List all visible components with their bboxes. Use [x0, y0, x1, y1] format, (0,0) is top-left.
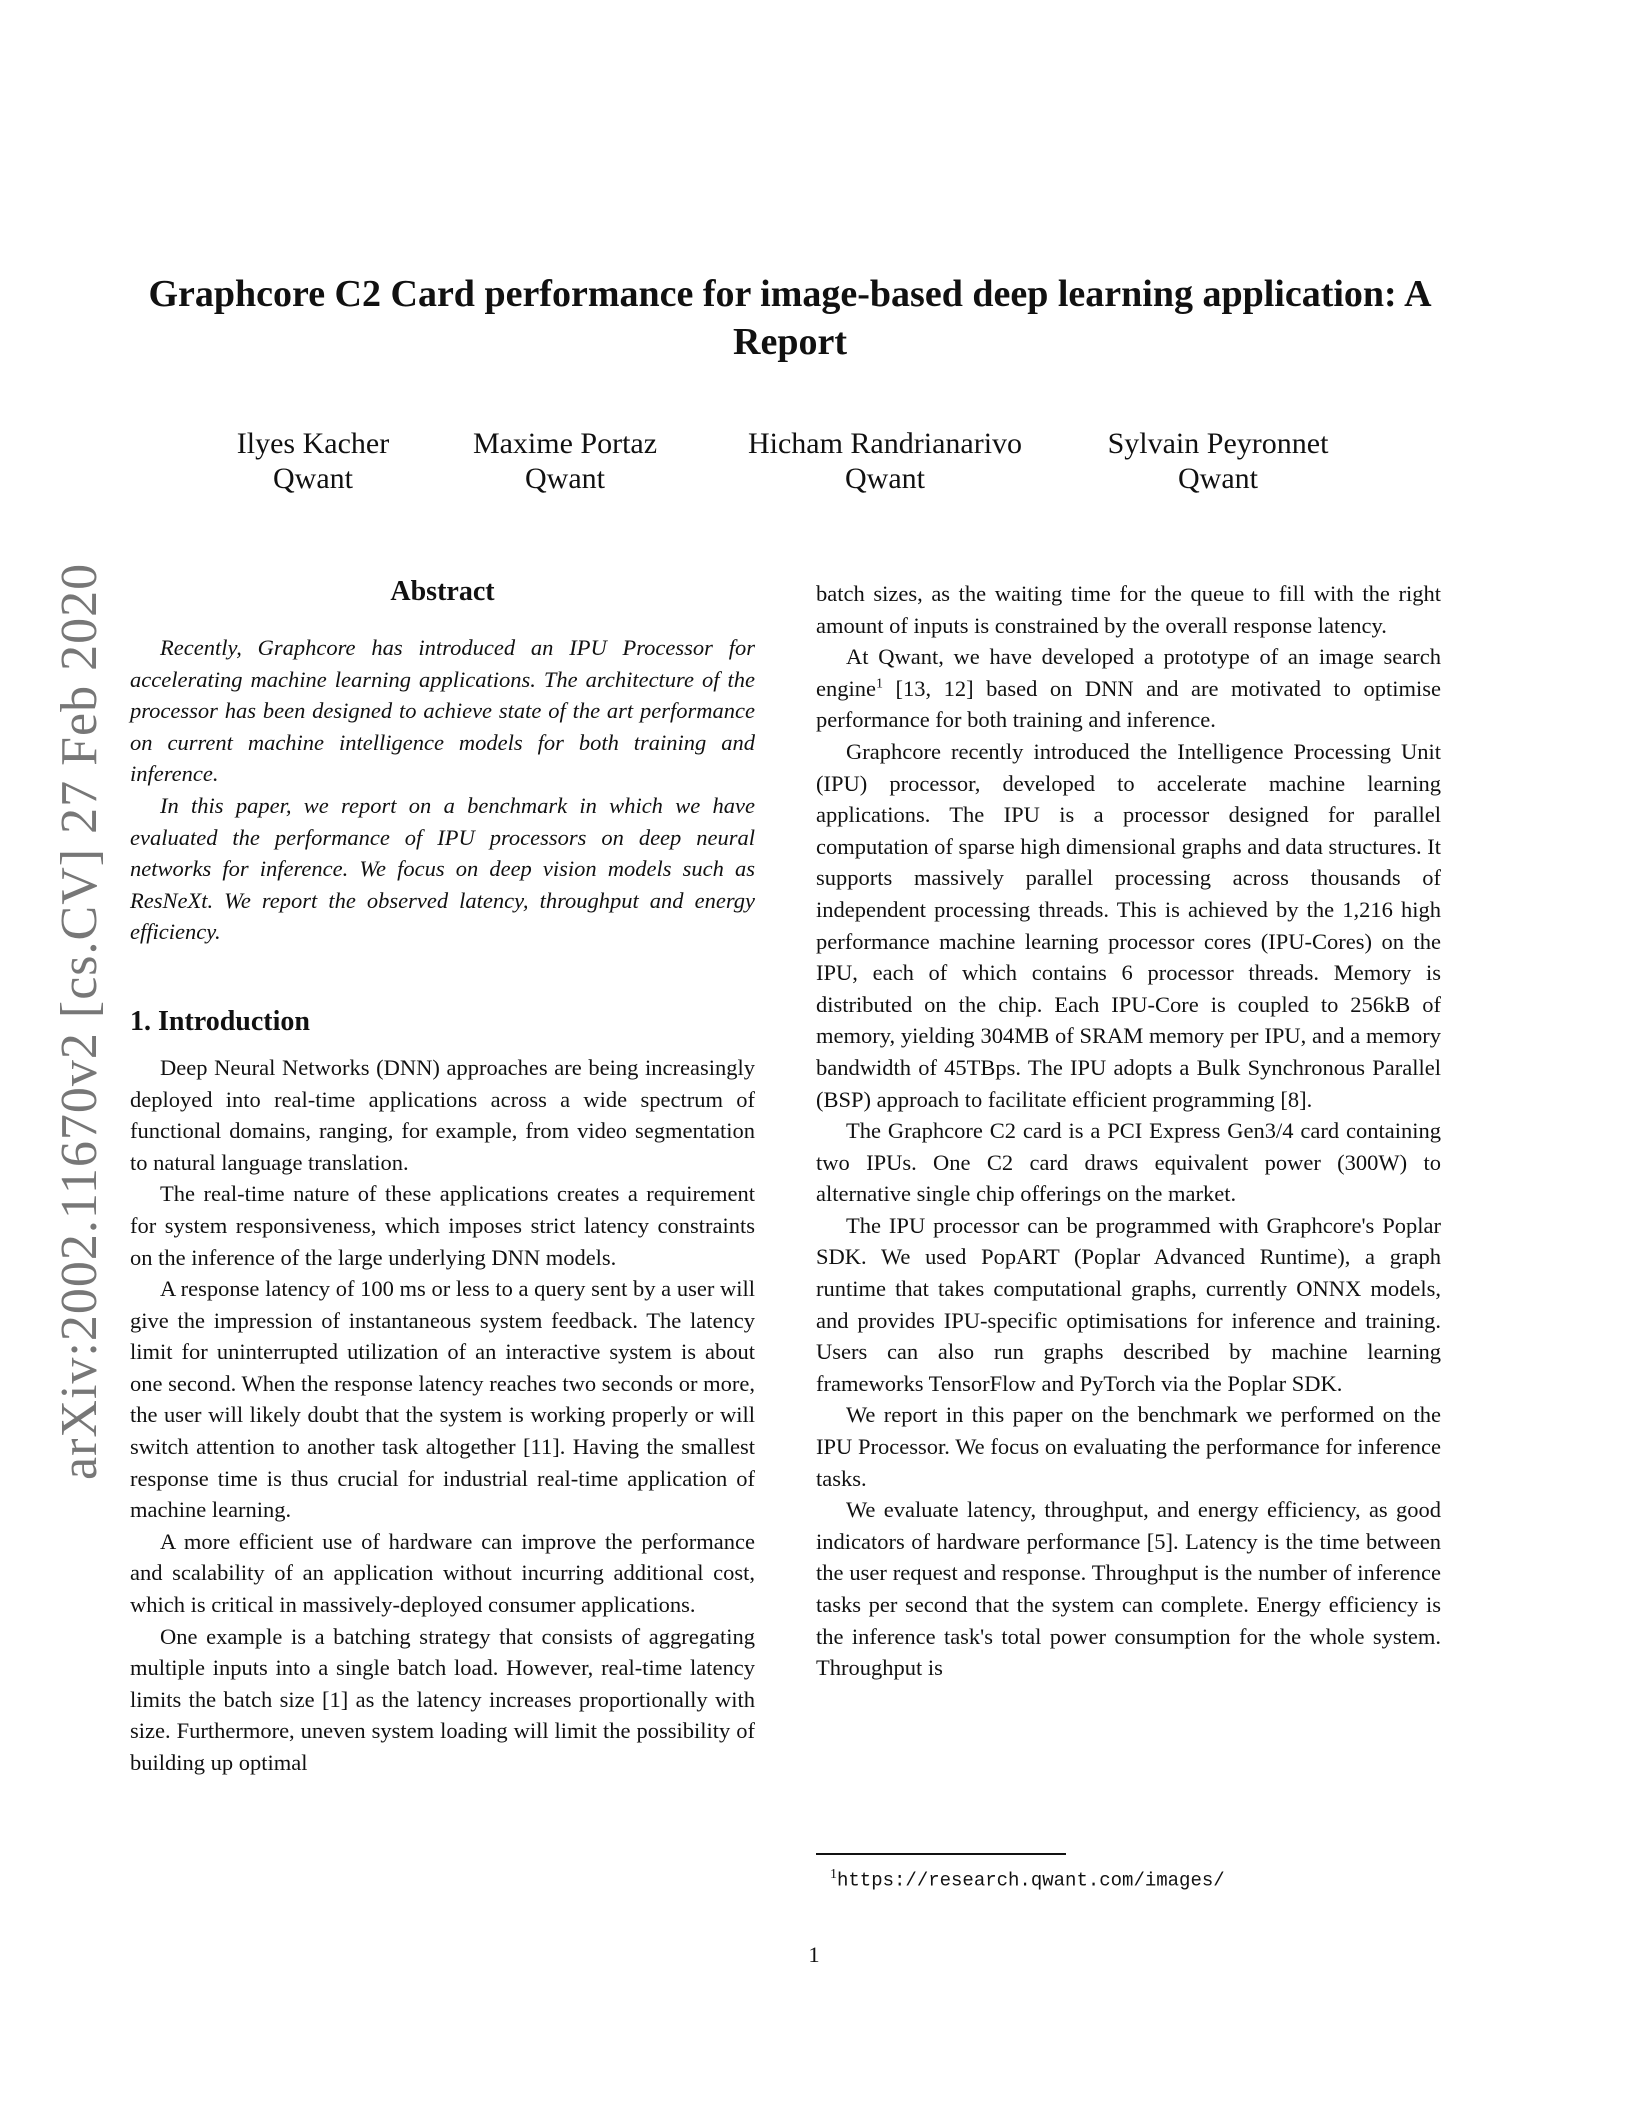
arxiv-identifier-stamp: arXiv:2002.11670v2 [cs.CV] 27 Feb 2020	[51, 562, 108, 1480]
body-paragraph: We report in this paper on the benchmark we performed on the IPU Processor. We focus on evaluating the performance for inference tasks.	[816, 1402, 1441, 1491]
section-heading-introduction: 1. Introduction	[130, 1005, 310, 1037]
author-affiliation: Qwant	[273, 462, 353, 495]
body-paragraph: The real-time nature of these applications creates a requirement for system responsiveness, which imposes strict latency constraints on the inference of the large underlying DNN models.	[130, 1181, 755, 1270]
footnote-marker: 1	[875, 676, 883, 692]
body-paragraph: Graphcore recently introduced the Intelligence Processing Unit (IPU) processor, developed to accelerate machine learning applications. The IPU is a processor designed for parallel computation of sparse high dimensional graphs and data structures. It supports massively parallel processing across thousands of independent processing threads. This is achieved by the 1,216 high performance machine learning processor cores (IPU-Cores) on the IPU, each of which contains 6 processor threads. Memory is distributed on the chip. Each IPU-Core is coupled to 256kB of memory, yielding 304MB of SRAM memory per IPU, and a memory bandwidth of 45TBps. The IPU adopts a Bulk Synchronous Parallel (BSP) approach to facilitate efficient programming [8].	[816, 738, 1441, 1112]
author-block	[228, 426, 398, 496]
body-paragraph: Deep Neural Networks (DNN) approaches are being increasingly deployed into real-time applications across a wide spectrum of functional domains, ranging, for example, from video segmentation to natural language translation.	[130, 1054, 755, 1175]
author-block	[1098, 426, 1338, 496]
author-block	[460, 426, 670, 496]
author-name: Sylvain Peyronnet	[1107, 427, 1329, 460]
body-paragraph: A more efficient use of hardware can improve the performance and scalability of an application without incurring additional cost, which is critical in massively-deployed consumer applications.	[130, 1528, 755, 1618]
footnote-divider	[816, 1853, 1066, 1855]
paper-title: Graphcore C2 Card performance for image-based deep learning application: A Report	[148, 273, 1432, 363]
author-affiliation: Qwant	[1178, 462, 1258, 495]
left-column	[130, 574, 755, 1779]
abstract-body	[130, 632, 755, 948]
author-name: Hicham Randrianarivo	[747, 427, 1023, 460]
body-text: [13, 12] based on DNN and are motivated to optimise performance for both training and inference.	[816, 675, 1441, 733]
footnote	[830, 1862, 1225, 1893]
author-affiliation: Qwant	[525, 462, 605, 495]
author-block	[735, 426, 1035, 496]
abstract-heading: Abstract	[390, 576, 495, 607]
body-paragraph: The IPU processor can be programmed with Graphcore's Poplar SDK. We used PopART (Poplar Advanced Runtime), a graph runtime that takes computational graphs, currently ONNX models, and provides IPU-specific optimisations for inference and training. Users can also run graphs described by machine learning frameworks TensorFlow and PyTorch via the Poplar SDK.	[816, 1212, 1441, 1396]
body-paragraph: We evaluate latency, throughput, and energy efficiency, as good indicators of hardware performance [5]. Latency is the time between the user request and response. Throughput is the number of inference tasks per second that the system can complete. Energy efficiency is the inference task's total power consumption for the whole system. Throughput is	[816, 1497, 1441, 1681]
author-affiliation: Qwant	[845, 462, 925, 495]
body-paragraph	[816, 641, 1441, 736]
author-name: Ilyes Kacher	[236, 427, 390, 460]
body-paragraph: batch sizes, as the waiting time for the queue to fill with the right amount of inputs is constrained by the overall response latency.	[816, 581, 1441, 638]
body-paragraph: A response latency of 100 ms or less to a query sent by a user will give the impression of instantaneous system feedback. The latency limit for uninterrupted utilization of an interactive system is about one second. When the response latency reaches two seconds or more, the user will likely doubt that the system is working properly or will switch attention to another task altogether [11]. Having the smallest response time is thus crucial for industrial real-time application of machine learning.	[130, 1276, 755, 1523]
right-column	[816, 578, 1441, 1684]
footnote-number: 1	[830, 1867, 837, 1882]
abstract-paragraph: In this paper, we report on a benchmark in which we have evaluated the performance of IPU processors on deep neural networks for inference. We focus on deep vision models such as ResNeXt. We report the observed latency, throughput and energy efficiency.	[130, 792, 755, 945]
body-paragraph: One example is a batching strategy that consists of aggregating multiple inputs into a single batch load. However, real-time latency limits the batch size [1] as the latency increases proportionally with size. Furthermore, uneven system loading will limit the possibility of building up optimal	[130, 1623, 755, 1775]
body-text: At Qwant, we have developed a prototype of an image search engine	[816, 644, 1441, 701]
author-name: Maxime Portaz	[472, 427, 658, 460]
abstract-paragraph: Recently, Graphcore has introduced an IPU Processor for accelerating machine learning applications. The architecture of the processor has been designed to achieve state of the art performance on current machine intelligence models for both training and inference.	[130, 635, 755, 787]
footnote-url-link[interactable]: https://research.qwant.com/images/	[837, 1869, 1225, 1892]
body-paragraph: The Graphcore C2 card is a PCI Express Gen3/4 card containing two IPUs. One C2 card draws equivalent power (300W) to alternative single chip offerings on the market.	[816, 1118, 1441, 1207]
page-number: 1	[808, 1942, 820, 1967]
